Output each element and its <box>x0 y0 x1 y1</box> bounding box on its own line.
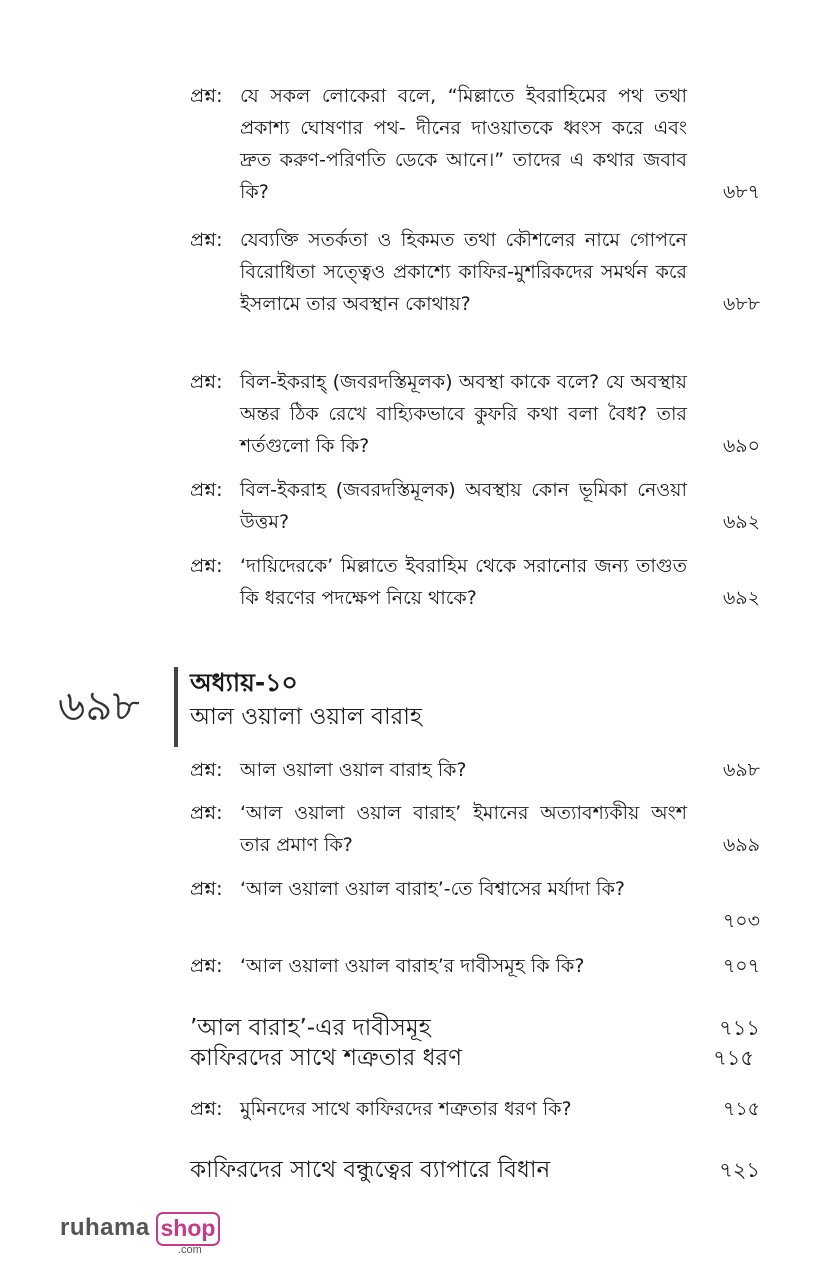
entry-text: মুমিনদের সাথে কাফিরদের শত্রুতার ধরণ কি? <box>240 1098 572 1120</box>
page-number: ৬৯২ <box>722 511 760 533</box>
question-label: প্রশ্ন: <box>190 371 223 393</box>
entry-text: ‘আল ওয়ালা ওয়াল বারাহ’-তে বিশ্বাসের মর্যাদা কি? <box>240 878 625 900</box>
toc-entry[interactable] <box>190 1093 760 1125</box>
page-number: ৭২১ <box>719 1158 760 1182</box>
ruhamashop-logo[interactable] <box>60 1210 230 1260</box>
toc-entry[interactable] <box>190 873 760 937</box>
question-label: প্রশ্ন: <box>190 878 223 900</box>
question-label: প্রশ্ন: <box>190 229 223 251</box>
page-number: ৬৯৮ <box>722 759 760 781</box>
page-number: ৭০৩ <box>722 910 760 932</box>
page-number: ৭১৫ <box>713 1046 754 1070</box>
page-number: ৬৮৭ <box>722 181 760 203</box>
entry-text: আল ওয়ালা ওয়াল বারাহ কি? <box>240 759 467 781</box>
heading-text: কাফিরদের সাথে শত্রুতার ধরণ <box>190 1045 463 1071</box>
entry-text: বিল-ইকরাহ্ (জবরদস্তিমূলক) অবস্থা কাকে বলে? যে অবস্থায় অন্তর ঠিক রেখে বাহ্যিকভাবে কুফরি কথা বলা বৈধ? তার শর্তগুলো কি কি? <box>240 371 687 457</box>
entry-text: ‘দায়িদেরকে’ মিল্লাতে ইবরাহিম থেকে সরানোর জন্য তাগুত কি ধরণের পদক্ষেপ নিয়ে থাকে? <box>240 555 687 609</box>
page-number: ৭১৫ <box>722 1098 760 1120</box>
question-label: প্রশ্ন: <box>190 759 223 781</box>
toc-heading[interactable] <box>190 1012 760 1044</box>
toc-entry[interactable] <box>190 754 760 786</box>
question-label: প্রশ্ন: <box>190 955 223 977</box>
toc-entry[interactable] <box>190 224 760 320</box>
toc-heading[interactable] <box>190 1042 760 1074</box>
page-number: ৭০৭ <box>722 955 760 977</box>
entry-text: যেব্যক্তি সতর্কতা ও হিকমত তথা কৌশলের নামে গোপনে বিরোধিতা সত্ত্বেও প্রকাশ্যে কাফির-মুশরিকদের সমর্থন করে ইসলামে তার অবস্থান কোথায়? <box>240 229 687 315</box>
toc-entry[interactable] <box>190 797 760 861</box>
entry-text: যে সকল লোকেরা বলে, “মিল্লাতে ইবরাহিমের পথ তথা প্রকাশ্য ঘোষণার পথ- দীনের দাওয়াতকে ধ্বংস করে এবং দ্রুত করুণ-পরিণতি ডেকে আনে।” তাদের এ কথার জবাব কি? <box>240 85 687 203</box>
page-number: ৭১১ <box>719 1016 760 1040</box>
toc-entry[interactable] <box>190 474 760 538</box>
page-number: ৬৯২ <box>722 587 760 609</box>
question-label: প্রশ্ন: <box>190 479 223 501</box>
chapter-divider <box>174 667 178 747</box>
chapter-title[interactable]: অধ্যায়-১০ <box>190 668 298 697</box>
heading-text: কাফিরদের সাথে বন্ধুত্বের ব্যাপারে বিধান <box>190 1157 551 1183</box>
toc-entry[interactable] <box>190 550 760 614</box>
chapter-page-number: ৬৯৮ <box>58 681 140 730</box>
question-label: প্রশ্ন: <box>190 85 223 107</box>
page-number: ৬৯৯ <box>722 834 760 856</box>
entry-text: বিল-ইকরাহ (জবরদস্তিমূলক) অবস্থায় কোন ভূমিকা নেওয়া উত্তম? <box>240 479 687 533</box>
logo-shop: shop <box>156 1212 220 1246</box>
logo-com: .com <box>178 1244 202 1256</box>
entry-text: ‘আল ওয়ালা ওয়াল বারাহ’ ইমানের অত্যাবশ্যকীয় অংশ তার প্রমাণ কি? <box>240 802 687 856</box>
logo-ruhama: ruhama <box>60 1214 150 1241</box>
page-number: ৬৯০ <box>722 435 760 457</box>
toc-entry[interactable] <box>190 366 760 462</box>
toc-entry[interactable] <box>190 950 760 982</box>
heading-text: ’আল বারাহ’-এর দাবীসমূহ <box>190 1015 431 1041</box>
entry-text: ‘আল ওয়ালা ওয়াল বারাহ’র দাবীসমূহ কি কি? <box>240 955 585 977</box>
page-number: ৬৮৮ <box>722 293 760 315</box>
toc-heading[interactable] <box>190 1154 760 1186</box>
question-label: প্রশ্ন: <box>190 1098 223 1120</box>
chapter-subtitle: আল ওয়ালা ওয়াল বারাহ <box>190 704 423 730</box>
question-label: প্রশ্ন: <box>190 555 223 577</box>
toc-entry[interactable] <box>190 80 760 208</box>
question-label: প্রশ্ন: <box>190 802 223 824</box>
